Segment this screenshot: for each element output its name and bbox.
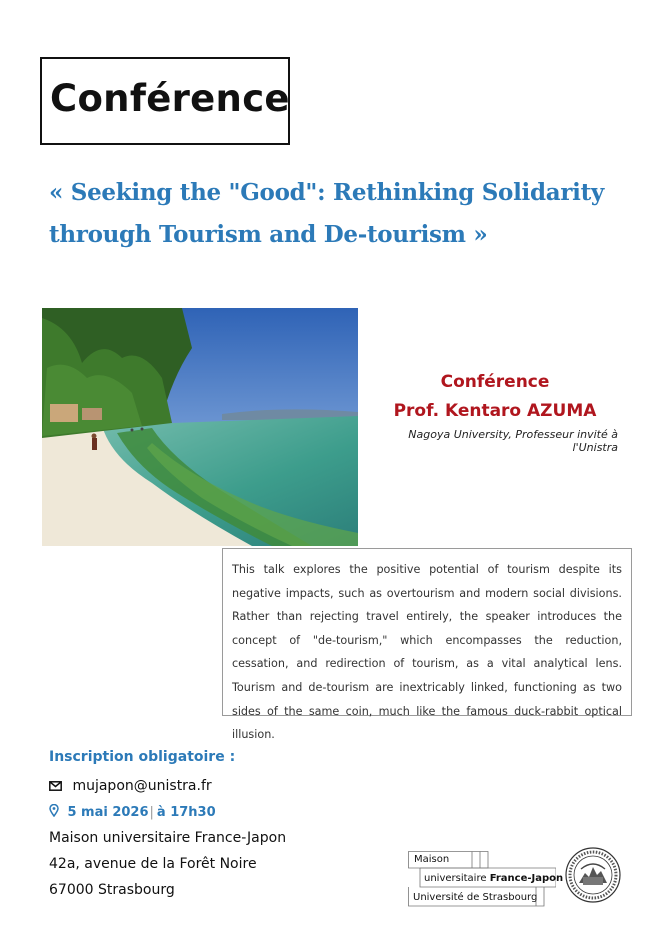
talk-title-line1: « Seeking the "Good": Rethinking Solidarity: [49, 179, 604, 206]
location-pin-icon: [49, 804, 59, 817]
logo-line2-bold: France-Japon: [489, 873, 564, 884]
header-label: Conférence: [50, 77, 290, 120]
speaker-block: [360, 372, 630, 454]
speaker-name: Prof. Kentaro AZUMA: [393, 401, 597, 421]
date-line: [49, 804, 216, 820]
registration-block: [49, 749, 235, 765]
talk-title-line2: through Tourism and De-tourism »: [49, 221, 488, 248]
society-seal-logo: [565, 847, 621, 903]
event-time: à 17h30: [156, 805, 216, 820]
mail-icon: [49, 781, 62, 791]
abstract-text: This talk explores the positive potential of tourism despite its negative impacts, such as overtourism and modern social divisions. Rather than rejecting travel entirely, the speaker introduces the concept of "de-tourism," which encompasses the reduction, cessation, and redirection of tourism, as a vital analytical lens. Tourism and de-tourism are inextricably linked, functioning as two sides of the same coin, much like the famous duck-rabbit optical illusion.: [232, 563, 622, 742]
speaker-affiliation: Nagoya University, Professeur invité à l'Unistra: [408, 428, 618, 454]
venue-city: 67000 Strasbourg: [49, 882, 175, 898]
abstract-box: [222, 548, 632, 742]
mfj-logo: [408, 851, 564, 907]
talk-title: [49, 172, 649, 256]
logo-line3: Université de Strasbourg: [413, 892, 538, 903]
event-date: 5 mai 2026: [67, 805, 149, 820]
email-link[interactable]: mujapon@unistra.fr: [72, 778, 212, 794]
date-separator: |: [149, 805, 154, 820]
venue-street: 42a, avenue de la Forêt Noire: [49, 856, 257, 872]
email-line: [49, 778, 212, 794]
logo-line2-prefix: universitaire: [424, 873, 490, 884]
venue-name: Maison universitaire France-Japon: [49, 830, 287, 846]
logo-line1: Maison: [414, 854, 450, 865]
beach-photo: [42, 308, 358, 546]
header-box: [40, 57, 290, 145]
registration-label: Inscription obligatoire :: [49, 749, 236, 765]
speaker-kind: Conférence: [440, 372, 550, 392]
